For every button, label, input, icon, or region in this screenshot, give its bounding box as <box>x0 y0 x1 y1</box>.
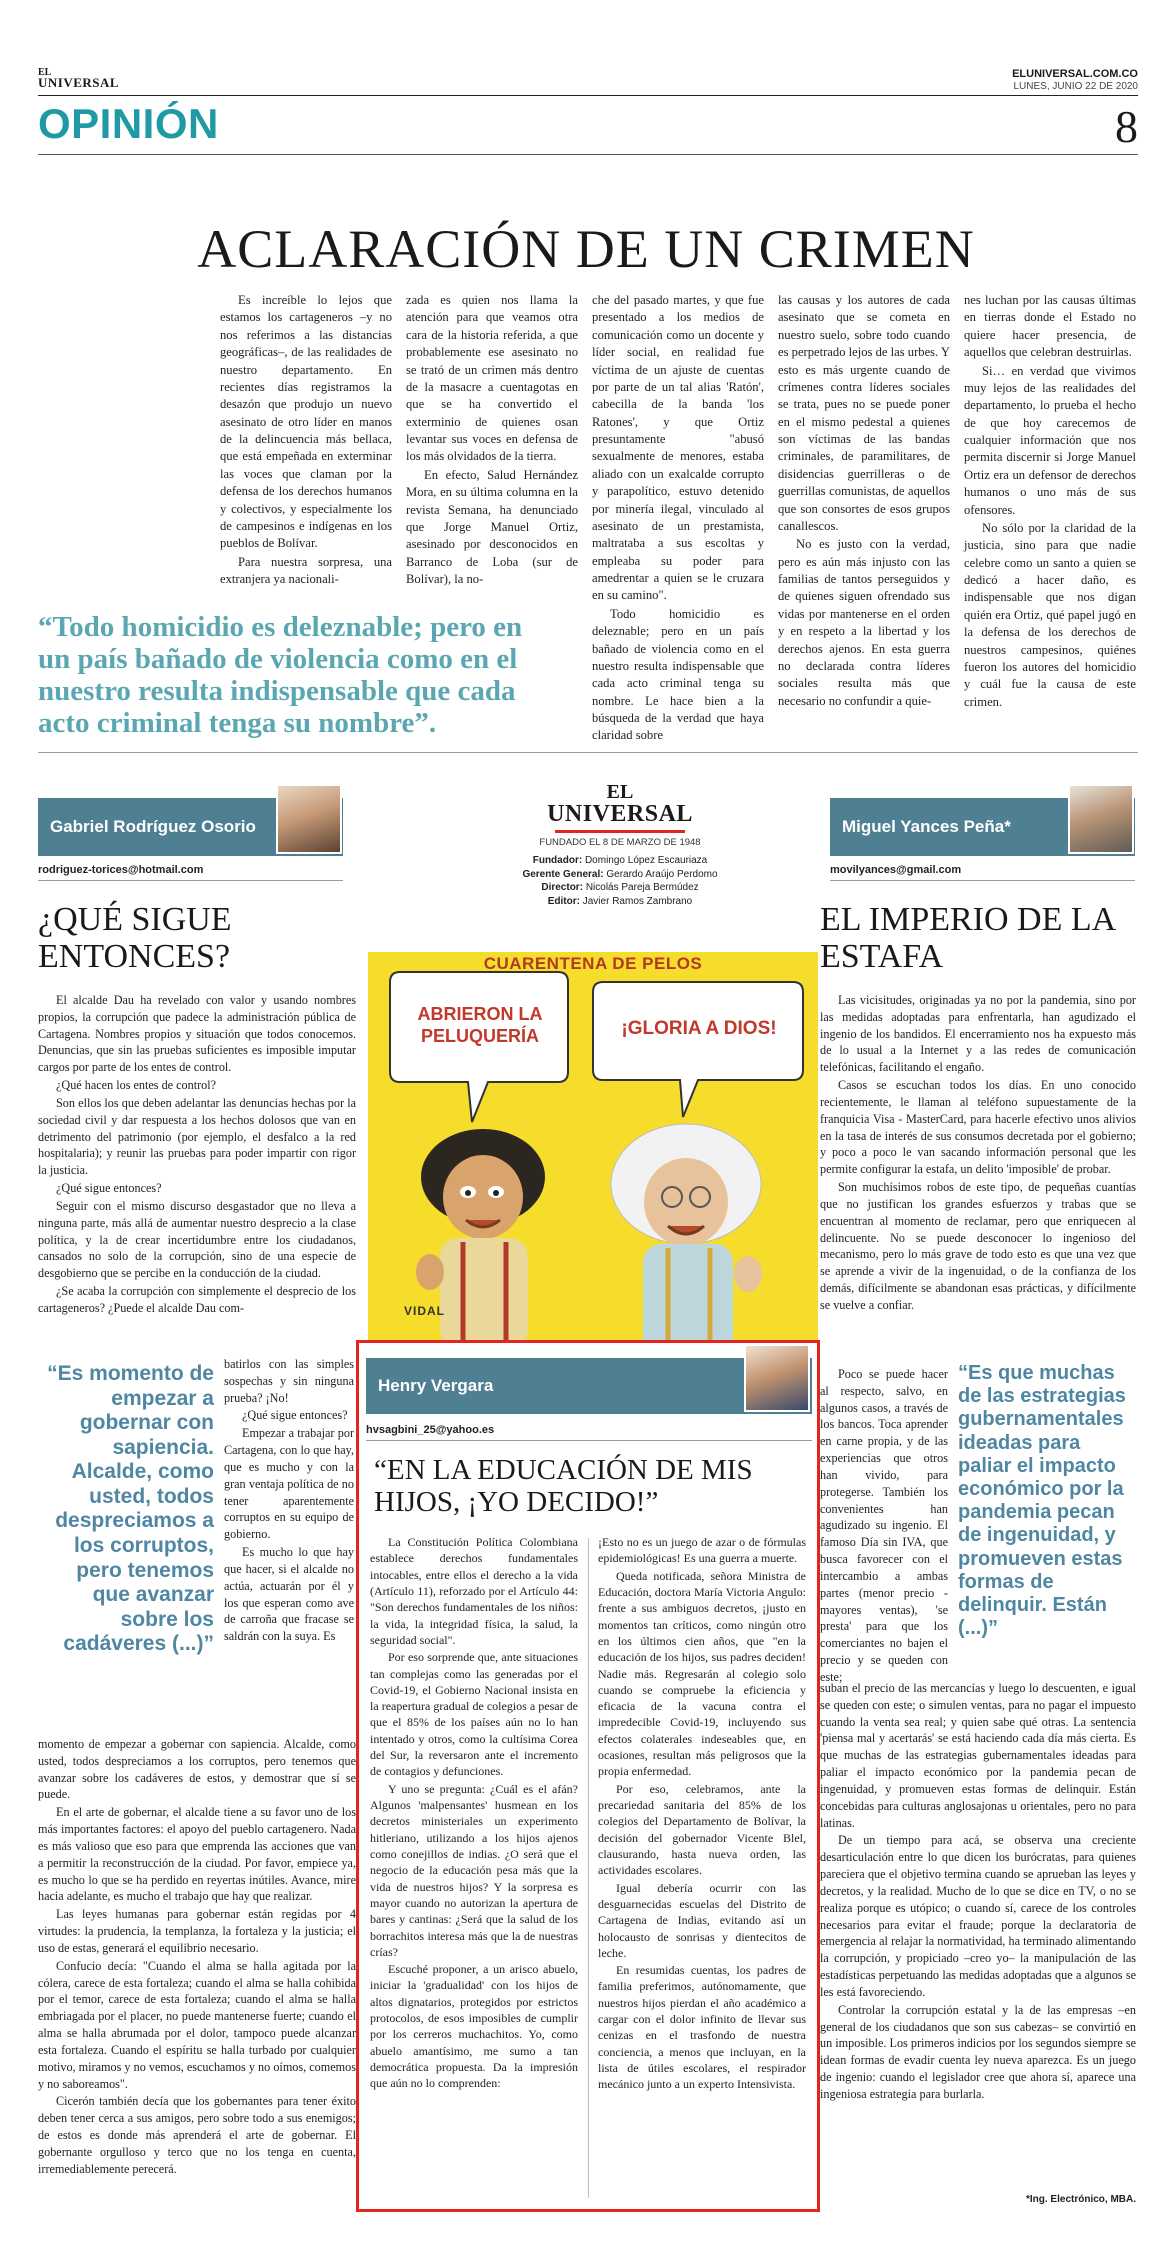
masthead-credit <box>520 854 720 908</box>
column-paragraph: Casos se escuchan todos los días. En uno conocido recientemente, le llaman al teléfono supuestamente de la franquicia Visa - MasterCard, para hacerle efectivo unos alivios en la tasa de interés de sus consumos decretada por el gobierno; y poco a poco le van sacando información personal que les permite configurar la estafa, un delito 'imposible' de probar. <box>820 1078 1136 1177</box>
column-center-text-2 <box>598 1534 806 2094</box>
column-paragraph: De un tiempo para acá, se observa una creciente desarticulación entre lo que dicen los burócratas, para quienes pareciera que el objetivo termina cuando se aprueban las leyes y decretos, y la realidad. Mucho de lo que se dice en TV, o no se realiza porque es utópico; o cuando sí, carece de los controles necesarios para evitar el fraude; porque la declaratoria de emergencia al relajar la normatividad, ha terminado alimentando la corrupción, y propiciado –creo yo– la manipulación de las estadísticas perpetuando las medidas adoptadas que a algunos se les está favoreciendo. <box>820 1833 1136 1999</box>
editorial-paragraph: zada es quien nos llama la atención para que veamos otra cara de la historia referida, a que probablemente ese asesinato no se trató de un crimen más dentro de la masacre a cuentagotas en que se ha convertido el exterminio de quienes osan levantar sus voces en defensa de los más olvidados de la tierra. <box>406 293 578 464</box>
editorial-paragraph: No sólo por la claridad de la justicia, sino para que nadie celebre como un santo a quien se dedicó a hacer daño, es indispensable que nos digan quién era Ortiz, qué papel jugó en la defensa de los derechos de nuestros campesinos, quiénes fueron los autores del homicidio y cuál fue la causa de este crimen. <box>964 520 1136 709</box>
column-paragraph: Por eso, celebramos, ante la precariedad sanitaria del 85% de los colegios del Departamento de Bolívar, la decisión del gobernador Vicente Blel, clausurando, hasta nueva orden, las actividades escolares. <box>598 1781 806 1878</box>
column-paragraph: Son ellos los que deben adelantar las denuncias hechas por la sociedad civil y dar respuesta a los hechos dolosos que van en detrimento del patrimonio (por ejemplo, el desfalco a la red hospitalaria); y reunir las pruebas para poder impartir con rigor la justicia. <box>38 1095 356 1178</box>
column-paragraph: Cicerón también decía que los gobernantes para tener éxito deben tener cerca a sus amigos, pero sobre todo a sus enemigos; de estos es donde más aprenderá el arte de gobernar. El gobernante orgulloso y terco que no los tenga en cuenta, irremediablemente perecerá. <box>38 2094 356 2176</box>
speech-bubble-right <box>593 982 803 1117</box>
author-avatar <box>276 784 342 854</box>
cartoon-bubble-right-text: ¡GLORIA A DIOS! <box>621 1018 777 1039</box>
editorial-paragraph: Para nuestra sorpresa, una extranjera ya nacionali- <box>220 554 392 586</box>
column-paragraph: suban el precio de las mercancías y luego lo descuenten, e igual se queden con este; o simulen ventas, para no pagar el impuesto cuando la venta sea real; y quien sabe qué otras. La sentencia 'piensa mal y acertarás' se está haciendo cada día más cierta. Es que muchas de las estrategias gubernamentales ideadas para paliar el impacto económico por la pandemia pecan de ingenuidad, y promueven estas formas de delinquir. Están concebidas para culturas anglosajonas u orientales, pero no para latinas. <box>820 1681 1136 1830</box>
masthead-logo <box>38 68 119 89</box>
author-name: Henry Vergara <box>378 1376 494 1395</box>
column-paragraph: La Constitución Política Colombiana establece derechos fundamentales intocables, entre ellos el derecho a la vida (Artículo 11), reforzado por el Artículo 44: "Son derechos fundamentales de los niños: la vida, la integridad física, la salud, la seguridad social". <box>370 1535 578 1647</box>
column-paragraph: ¿Qué sigue entonces? <box>56 1181 162 1196</box>
masthead-date: LUNES, JUNIO 22 DE 2020 <box>1013 81 1138 92</box>
author-name: Gabriel Rodríguez Osorio <box>50 817 256 836</box>
masthead-logo-line1: EL <box>38 67 52 78</box>
author-email: rodriguez-torices@hotmail.com <box>38 864 204 876</box>
cartoon-title: CUARENTENA DE PELOS <box>483 954 703 973</box>
column-paragraph: ¿Qué sigue entonces? <box>242 1408 348 1423</box>
column-paragraph: ¿Qué hacen los entes de control? <box>56 1078 217 1093</box>
column-paragraph: Son muchísimos robos de este tipo, de pequeñas cuantías que no justifican los grandes esfuerzos y trabas que se encuentran al momento de reclamar, pero que enriquecen al delincuente. No se puede desconocer lo ingenioso del mecanismo, pero lo más grave de todo esto es que una vez que se aprende a vivir de la ingenuidad, o de la confianza de los demás, difícilmente se abandonan esas prácticas, y difícilmente se vuelve a confiar. <box>820 1180 1136 1312</box>
masthead-site: ELUNIVERSAL.COM.CO <box>1012 68 1138 80</box>
editorial-paragraph: Todo homicidio es deleznable; pero en un país bañado de violencia como en el nuestro resulta indispensable que cada acto criminal tenga su nombre. Le hace bien a la búsqueda de la verdad que haya claridad sobre <box>592 606 764 743</box>
email-rule <box>38 880 343 881</box>
editorial-column-4 <box>778 292 950 711</box>
page-number: 8 <box>1115 101 1138 152</box>
editorial-paragraph: nes luchan por las causas últimas en tierras donde el Estado no quiere hacer presencia, de aquellos que celebran destruirlas. <box>964 293 1136 360</box>
editorial-column-1 <box>220 292 392 589</box>
column-right-text-bottom <box>820 1680 1136 2104</box>
editorial-column-5 <box>964 292 1136 712</box>
column-left-text-bottom <box>38 1736 356 2179</box>
credit-line: Fundador: Domingo López Escauriaza <box>532 855 708 867</box>
editorial-bottom-rule <box>38 752 1138 753</box>
column-paragraph: Seguir con el mismo discurso desgastador que no lleva a ninguna parte, más allá de aumentar nuestro desprecio a la clase política, y la de crear incertidumbre entre los ciudadanos, cansados no solo de la corrupción, sino de una especie de desgobierno que se percibe en la conducción de la ciudad. <box>38 1198 356 1281</box>
section-rule <box>38 154 1138 155</box>
column-right-text-narrow <box>820 1366 948 1687</box>
author-avatar <box>744 1344 810 1412</box>
editorial-column-2 <box>406 292 578 589</box>
editorial-paragraph: che del pasado martes, y que fue presentado a los medios de comunicación como un docente y líder social, en realidad fue víctima de un ajuste de cuentas por parte de un tal alias 'Ratón', cabecilla de la banda 'los Ratones', y que Ortiz presuntamente "abusó sexualmente de menores, estaba aliado con un exalcalde corrupto y parapolítico, estuvo detenido por minería ilegal, vinculado al asesinato de un prestamista, maltrataba a sus escoltas y empleaba su poder para amedrentar a quien se le cruzara en su camino". <box>592 293 764 603</box>
column-title: “EN LA EDUCACIÓN DE MIS HIJOS, ¡YO DECIDO!” <box>374 1454 753 1519</box>
editorial-paragraph: Es increíble lo lejos que estamos los cartageneros –y no nos referimos a las distancias geográficas–, de las realidades de nuestro departamento. En recientes días registramos la desazón que produjo un nuevo asesinato de otro líder en manos de la delincuencia más bellaca, que está empeñada en exterminar las voces que claman por la defensa de los derechos humanos y colectivos, y especialmente los de campesinos e indígenas en los pueblos de Bolívar. <box>220 293 392 551</box>
credit-line: Director: Nicolás Pareja Bermúdez <box>541 882 699 894</box>
author-email: movilyances@gmail.com <box>830 864 962 876</box>
credit-line: Gerente General: Gerardo Araújo Perdomo <box>522 868 718 880</box>
column-paragraph: Las vicisitudes, originadas ya no por la pandemia, sino por las medidas adoptadas para enfrentarla, han agudizado el ingenio de los bandidos. El encerramiento nos ha expuesto más de lo usual a la Internet y a las redes de comunicación telefónicas, facilitando el engaño. <box>820 993 1136 1075</box>
column-paragraph: momento de empezar a gobernar con sapiencia. Alcalde, como usted, todos despreciamos a los corruptos, pero tenemos que avanzar sobre los cadáveres de estos, y demostrar que sí se puede. <box>38 1737 356 1802</box>
cartoon-signature: VIDAL <box>404 1304 445 1318</box>
column-paragraph: Controlar la corrupción estatal y la de las empresas –en general de los ciudadanos que son sus cabezas– se convirtió en un imposible. Los primeros indicios por los segundos siempre se idean formas de evadir cuenta ley nueva aparezca. Es un juego de ingenio: cuando el legislador cree que ahora sí, aparece una ingeniosa estrategia para burlarla. <box>820 2002 1136 2101</box>
column-paragraph: ¿Se acaba la corrupción con simplemente el desprecio de los cartageneros? ¿Puede el alcalde Dau com- <box>38 1284 356 1315</box>
email-rule <box>830 880 1135 881</box>
column-paragraph: Y uno se pregunta: ¿Cuál es el afán? Algunos 'malpensantes' husmean en los decretos ministeriales un experimento hitleriano, utilizando a los hijos ajenos como conejillos de indias. ¿O será que el negocio de la educación pesa más que la vida de nuestros hijos? Y la sorpresa es mayor cuando no autorizan la apertura de bares y cantinas: ¿Será que la salud de los borrachitos interesa más que la de nuestras crías? <box>370 1781 578 1959</box>
editorial-paragraph: En efecto, Salud Hernández Mora, en su última columna en la revista Semana, ha denunciado que Jorge Manuel Ortiz, asesinado por desconocidos en Barranco de Loba (sur de Bolívar), la no- <box>406 467 578 586</box>
author-email: hvsagbini_25@yahoo.es <box>366 1424 495 1436</box>
column-paragraph: batirlos con las simples sospechas y sin ninguna prueba? ¡No! <box>224 1357 354 1405</box>
masthead <box>38 62 1138 162</box>
masthead-box <box>520 782 720 908</box>
column-paragraph: Las leyes humanas para gobernar están regidas por 4 virtudes: la prudencia, la templanza, la fortaleza y la justicia; el uso de estas, generará el equilibrio necesario. <box>38 1907 356 1955</box>
column-left-text-narrow <box>224 1356 354 1646</box>
column-paragraph: Igual debería ocurrir con las desguarnecidas escuelas del Distrito de Cartagena de Indias, evitando así un holocausto de sonrisas y dientecitos de leche. <box>598 1880 806 1960</box>
column-left-text-top <box>38 992 356 1318</box>
column-paragraph: Es mucho lo que hay que hacer, si el alcalde no actúa, actuarán por él y los que esperan como ave de carroña que fracase se saldrán con la suya. Es <box>224 1545 354 1644</box>
masthead-rule <box>38 95 1138 96</box>
column-divider <box>588 1538 589 2198</box>
section-title: OPINIÓN <box>38 100 219 147</box>
column-paragraph: Escuché proponer, a un arisco abuelo, iniciar la 'gradualidad' con los hijos de altos dignatarios, protegidos por estrictos protocolos, de esos imposibles de cumplir por los cerreros muchachitos. Yo, como abuelo amantísimo, me sumo a tan democrática propuesta. Da la impresión que aún no lo comprenden: <box>370 1962 578 2091</box>
column-paragraph: Empezar a trabajar por Cartagena, con lo que hay, que es mucho y con la gran ventaja política de no tener aparentemente corruptos en su equipo de gobierno. <box>224 1426 354 1542</box>
author-avatar <box>1068 784 1134 854</box>
editorial-pull-quote: “Todo homicidio es deleznable; pero en un país bañado de violencia como en el nuestro resulta indispensable que cada acto criminal tenga su nombre”. <box>38 611 523 739</box>
author-footnote: *Ing. Electrónico, MBA. <box>1025 2194 1136 2205</box>
character-woman <box>611 1124 762 1342</box>
masthead-box-logo-line2: UNIVERSAL <box>547 801 693 827</box>
column-paragraph: Por eso sorprende que, ante situaciones tan complejas como las generadas por el Covid-19, el Gobierno Nacional insista en la reapertura gradual de colegios a pesar de que el 85% de los países aún no lo han intentado y otros, como la cultísima Corea del Sur, la reversaron ante el incremento de contagios y defunciones. <box>370 1650 578 1779</box>
masthead-box-logo-line1: EL <box>606 781 634 803</box>
masthead-logo-line2: UNIVERSAL <box>38 75 120 90</box>
column-paragraph: Queda notificada, señora Ministra de Educación, doctora María Victoria Angulo: frente a sus ambiguos decretos, ¡justo en momentos tan críticos, como ningún otro en los últimos cien años, que "en la educación de los hijos, sus padres deciden! Nadie más. Regresarán al colegio solo cuando se compruebe la eficiencia y eficacia de la vacuna contra el impredecible Covid-19, incluyendo sus efectos colaterales indeseables que, en ocasiones, resultan más peligrosos que la propia enfermedad. <box>598 1568 806 1779</box>
column-pull-quote: “Es que muchas de las estrategias gubernamentales ideadas para paliar el impacto económico por la pandemia pecan de ingenuidad, y promueven estas formas de delinquir. Están (...)” <box>958 1362 1126 1640</box>
editorial-column-3 <box>592 292 764 746</box>
column-right-text-top <box>820 992 1136 1315</box>
column-pull-quote: “Es momento de empezar a gobernar con sapiencia. Alcalde, como usted, todos despreciamos a los corruptos, pero tenemos que avanzar sobre los cadáveres (...)” <box>47 1362 214 1656</box>
author-name: Miguel Yances Peña* <box>842 817 1011 836</box>
column-title: ¿QUÉ SIGUE ENTONCES? <box>38 901 232 975</box>
editorial-title: ACLARACIÓN DE UN CRIMEN <box>197 219 975 279</box>
email-rule <box>366 1440 812 1441</box>
column-title: EL IMPERIO DE LA ESTAFA <box>820 901 1115 975</box>
column-paragraph: Confucio decía: "Cuando el alma se halla agitada por la cólera, carece de esta fortaleza; cuando el alma se halla cohibida por el temor, carece de esta fortaleza; cuando el alma se halla embriagada por el placer, no puede mantenerse fuerte; cuando el alma se halla abrumada por el dolor, tampoco puede alcanzar esta fortaleza. Cuando el espíritu se halla turbado por cualquier motivo, miramos y no vemos, escuchamos y no oímos, comemos y no saboreamos". <box>38 1958 356 2091</box>
cartoon-bubble-left-text: ABRIERON LA PELUQUERÍA <box>417 1004 543 1046</box>
masthead-box-underline <box>555 830 685 833</box>
cartoon <box>368 952 818 1342</box>
editorial-paragraph: Si… en verdad que vivimos muy lejos de las realidades del departamento, lo prueba el hecho de que hoy carecemos de cualquier información que nos permita discernir si Jorge Manuel Ortiz era un defensor de derechos humanos o uno más de sus ofensores. <box>964 363 1136 517</box>
credit-line: Editor: Javier Ramos Zambrano <box>547 895 693 907</box>
column-paragraph: En el arte de gobernar, el alcalde tiene a su favor uno de los más importantes factores: el apoyo del pueblo cartagenero. Nada es más valioso que eso para que emprenda las acciones que van a permitir la reconstrucción de la ciudad. Por favor, empiece ya, es mucho lo que se ha perdido en reyertas inútiles. Avance, mire hacia adelante, es mucho el trabajo que hay que realizar. <box>38 1805 356 1904</box>
column-paragraph: El alcalde Dau ha revelado con valor y usando nombres propios, la corrupción que padece la administración pública de Cartagena. Nombres propios y situación que todos conocemos. Denuncias, que sin las pruebas suficientes es imposible imputar cargos por parte de los entes de control. <box>38 993 356 1075</box>
masthead-box-founded: FUNDADO EL 8 DE MARZO DE 1948 <box>539 837 701 849</box>
column-paragraph: Poco se puede hacer al respecto, salvo, en algunos casos, a través de los bancos. Toca aprender en carne propia, y de las experiencias que otros han vivido, para protegerse. También los convenientes han agudizado su ingenio. El famoso Día sin IVA, que busca favorecer con el intercambio a ambas partes (menor precio - mayores ventas), 'se presta' para que los comerciantes no bajen el precio y se queden con este; <box>820 1367 948 1684</box>
column-paragraph: En resumidas cuentas, los padres de familia preferimos, autónomamente, que nuestros hijos pierdan el año académico a cargar con el dolor infinito de llevar sus cenizas en el trasfondo de nuestra conciencia, a menos que incluyan, en la lista de útiles escolares, el respirador mecánico junto a un experto Intensivista. <box>598 1963 806 2092</box>
column-center-text-1 <box>370 1534 578 2093</box>
column-paragraph: ¡Esto no es un juego de azar o de fórmulas epidemiológicas! Es una guerra a muerte. <box>598 1535 806 1566</box>
editorial-paragraph: No es justo con la verdad, pero es aún más injusto con las familias de tantos perseguidos y de quienes siguen ofrendado sus vidas por mantenerse en el orden y en respeto a la libertad y los derechos ajenos. En esta guerra no declarada contra líderes sociales resulta más que necesario no confundir a quie- <box>778 537 950 708</box>
editorial-paragraph: las causas y los autores de cada asesinato que se cometa en nuestro suelo, sobre todo cuando es perpetrado lejos de las urbes. Y esto es más urgente cuando de crímenes contra líderes sociales se trata, pues no se puede poner en el mismo pedestal a quienes son víctimas de las bandas criminales, de paramilitares, de disidencias guerrilleras o de guerrillas comunistas, de aquellos que son consortes de esos grupos canallescos. <box>778 293 950 533</box>
